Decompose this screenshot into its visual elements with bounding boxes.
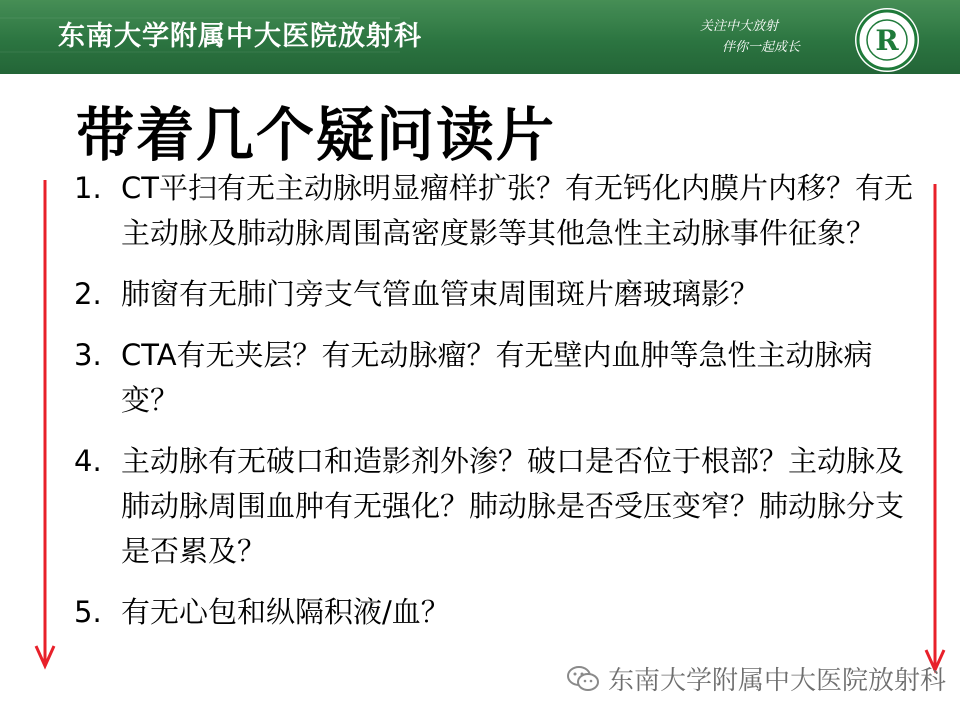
- list-item: [74, 272, 914, 317]
- list-item: [74, 166, 914, 256]
- list-item: [74, 333, 914, 423]
- slogan-line-1: 关注中大放射: [700, 19, 779, 34]
- radiology-logo-icon: [848, 6, 926, 84]
- slide-title: 带着几个疑问读片: [76, 101, 557, 169]
- logo-letter: R: [875, 24, 899, 57]
- wechat-icon: [566, 665, 600, 693]
- slogan-line-2: 伴你一起成长: [722, 40, 801, 55]
- item-number: 3.: [74, 338, 102, 372]
- item-text: 有无心包和纵隔积液/血？: [121, 595, 450, 629]
- item-text: CTA有无夹层？有无动脉瘤？有无壁内血肿等急性主动脉病变？: [121, 338, 873, 417]
- right-down-arrow-icon: [920, 182, 950, 678]
- watermark-text: 东南大学附属中大医院放射科: [608, 666, 947, 696]
- left-down-arrow-icon: [30, 178, 60, 674]
- item-number: 2.: [74, 277, 102, 311]
- item-number: 5.: [74, 595, 102, 629]
- item-number: 4.: [74, 444, 102, 478]
- item-text: 主动脉有无破口和造影剂外渗？破口是否位于根部？主动脉及肺动脉周围血肿有无强化？肺动脉是否受压变窄？肺动脉分支是否累及？: [121, 444, 905, 568]
- list-item: [74, 439, 914, 574]
- header-slogan: [700, 16, 800, 58]
- question-list: [74, 166, 914, 651]
- list-item: [74, 590, 914, 635]
- header-banner: [0, 0, 960, 74]
- header-title: 东南大学附属中大医院放射科: [58, 21, 422, 52]
- watermark: [566, 660, 946, 697]
- item-text: CT平扫有无主动脉明显瘤样扩张？有无钙化内膜片内移？有无主动脉及肺动脉周围高密度影等其他急性主动脉事件征象？: [121, 171, 913, 250]
- item-number: 1.: [74, 171, 102, 205]
- item-text: 肺窗有无肺门旁支气管血管束周围斑片磨玻璃影？: [121, 277, 760, 311]
